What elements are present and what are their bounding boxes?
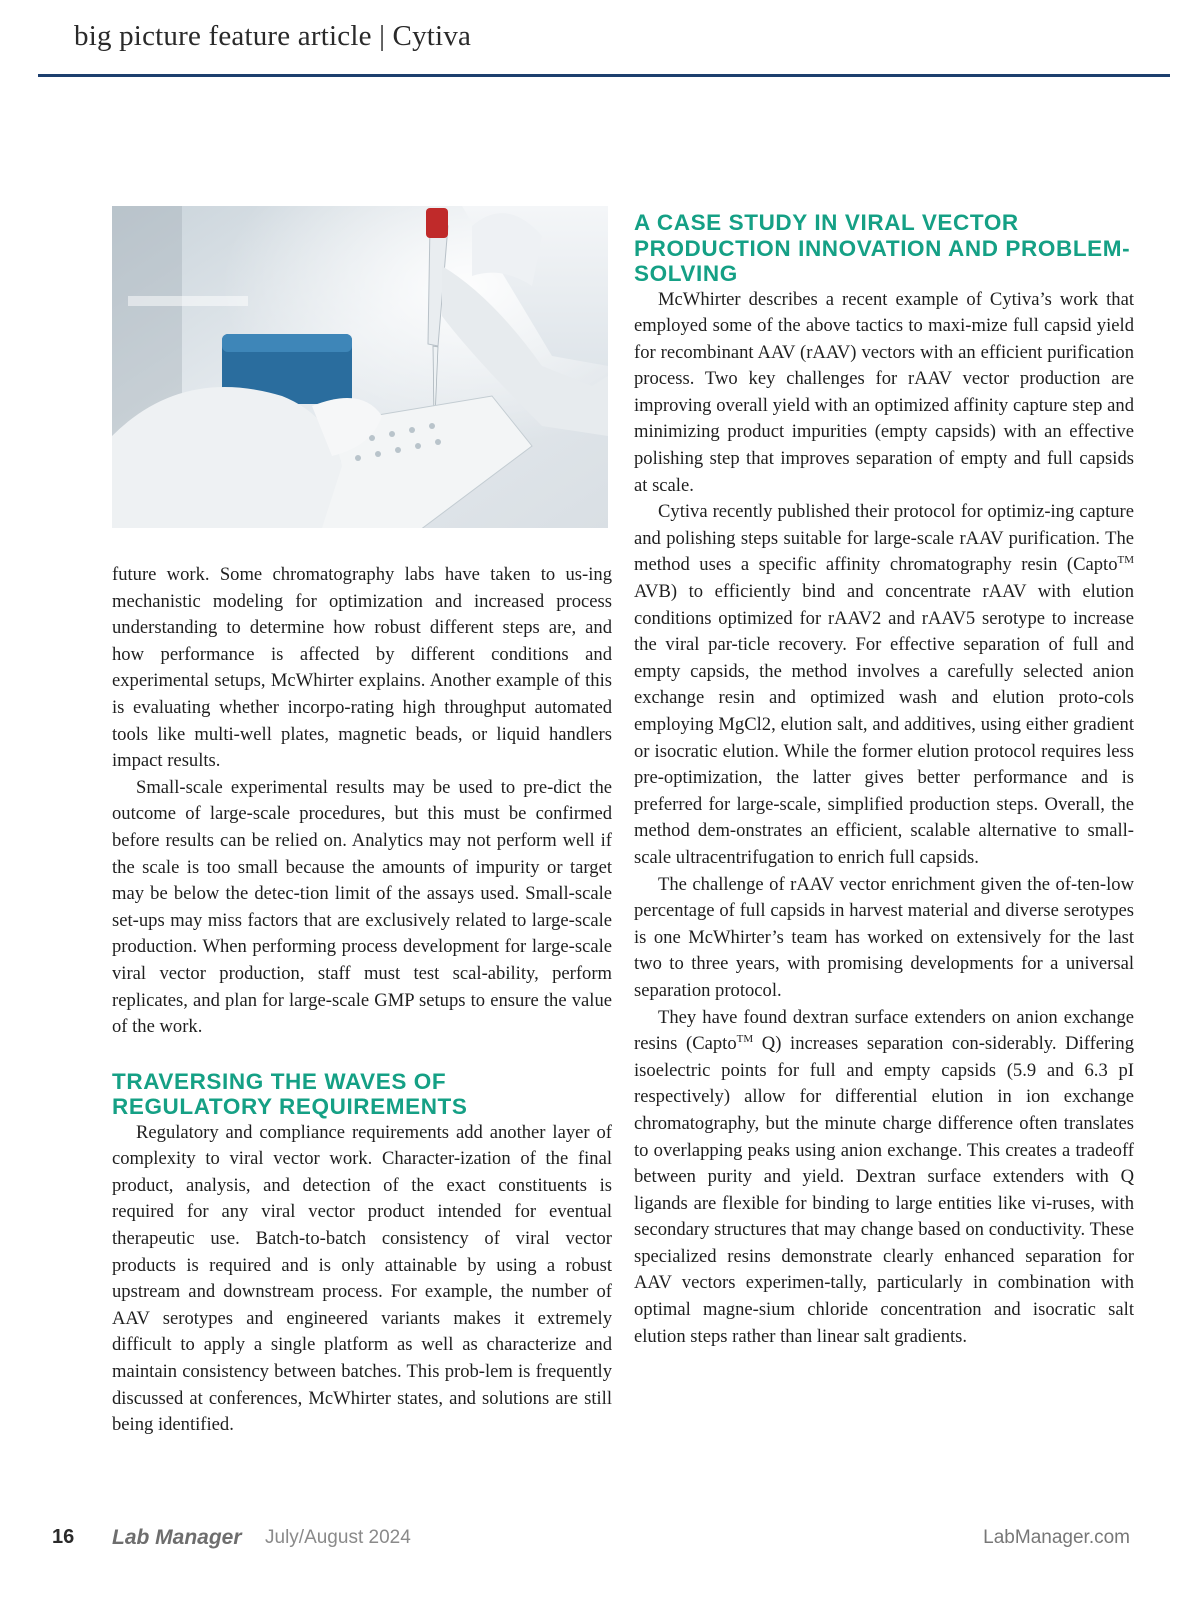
trademark-mark: TM [736, 1032, 754, 1045]
left-column [112, 562, 612, 1439]
page-number: 16 [52, 1526, 75, 1548]
website-link[interactable]: LabManager.com [983, 1527, 1130, 1548]
publication-name: Lab Manager [112, 1526, 242, 1549]
header-rule [38, 74, 1170, 77]
running-head: big picture feature article | Cytiva [74, 20, 472, 52]
left-paragraph-2: Small-scale experimental results may be used to pre-dict the outcome of large-scale procedures, but this must be confirmed before results can be relied on. Analytics may not perform well if the scale is too small because the amounts of impurity or target may be below the detec-tion limit of the assays used. Small-scale set-ups may miss factors that are exclusively related to large-scale production. When performing process development for large-scale viral vector production, staff must test scal-ability, perform replicates, and plan for large-scale GMP setups to ensure the value of the work. [112, 776, 612, 1038]
right-paragraph-2: Cytiva recently published their protocol for optimiz-ing capture and polishing steps suitable for large-scale rAAV purification. The method uses a specific affinity chromatography resin (Capto™ AVB) to efficiently bind and concentrate rAAV with elution conditions optimized for rAAV2 and rAAV5 serotype to increase the viral par-ticle recovery. For effective separation of full and empty capsids, the method involves a carefully selected anion exchange resin and optimized wash and elution proto-cols employing MgCl2, elution salt, and additives, using either gradient or isocratic elution. While the former elution protocol requires less pre-optimization, the latter gives better performance and is preferred for large-scale, simplified production steps. Overall, the method dem-onstrates an efficient, scalable alternative to small-scale ultracentrifugation to enrich full capsids. [634, 501, 1134, 868]
section-heading-case-study: A CASE STUDY IN VIRAL VECTOR PRODUCTION INNOVATION AND PROBLEM-SOLVING [634, 210, 1131, 286]
right-paragraph-1: McWhirter describes a recent example of Cytiva’s work that employed some of the above tactics to maxi-mize full capsid yield for recombinant AAV (rAAV) vectors with an efficient purification process. Two key challenges for rAAV vector production are improving overall yield with an optimized affinity capture step and minimizing product impurities (empty capsids) with an effective polishing step that improves separation of empty and full capsids at scale. [634, 288, 1134, 496]
left-paragraph-1: future work. Some chromatography labs have taken to us-ing mechanistic modeling for optimization and increased process understanding to determine how robust different steps are, and how performance is affected by different conditions and experimental setups, McWhirter explains. Another example of this is evaluating whether incorpo-rating high throughput automated tools like multi-well plates, magnetic beads, or liquid handlers impact results. [112, 564, 612, 772]
lab-pipette-photo [112, 206, 608, 528]
page-footer [0, 1518, 1200, 1558]
issue-date: July/August 2024 [265, 1527, 411, 1548]
left-paragraph-3: Regulatory and compliance requirements add another layer of complexity to viral vector work. Character-ization of the final product, analysis, and detection of the exact constituents is required for any viral vector product intended for eventual therapeutic use. Batch-to-batch consistency of viral vector products is required and is only attainable by using a robust upstream and downstream process. For example, the number of AAV serotypes and engineered variants makes it extremely difficult to apply a single platform as well as characterize and maintain consistency between batches. This prob-lem is frequently discussed at conferences, McWhirter states, and solutions are still being identified. [112, 1121, 612, 1436]
right-paragraph-3: The challenge of rAAV vector enrichment given the of-ten-low percentage of full capsids in harvest material and diverse serotypes is one McWhirter’s team has worked on extensively for the last two to three years, with promising developments for a universal separation protocol. [634, 873, 1134, 1001]
right-column [634, 210, 1134, 1350]
trademark-mark: TM [1117, 554, 1134, 567]
right-paragraph-4: They have found dextran surface extenders on anion exchange resins (Capto™ Q) increases separation con-siderably. Differing isoelectric points for full and empty capsids (5.9 and 6.3 pI respectively) allow for differential elution in ion exchange chromatography, but the minute charge difference often translates to overlapping peaks using anion exchange. This creates a tradeoff between purity and yield. Dextran surface extenders with Q ligands are flexible for binding to large entities like vi-ruses, with secondary structures that may change based on conductivity. These specialized resins demonstrate clearly enhanced separation for AAV vectors experimen-tally, particularly in combination with optimal magne-sium chloride concentration and isocratic salt elution steps rather than linear salt gradients. [634, 1006, 1135, 1347]
section-heading-regulatory: TRAVERSING THE WAVES OF REGULATORY REQUIREMENTS [112, 1068, 468, 1120]
